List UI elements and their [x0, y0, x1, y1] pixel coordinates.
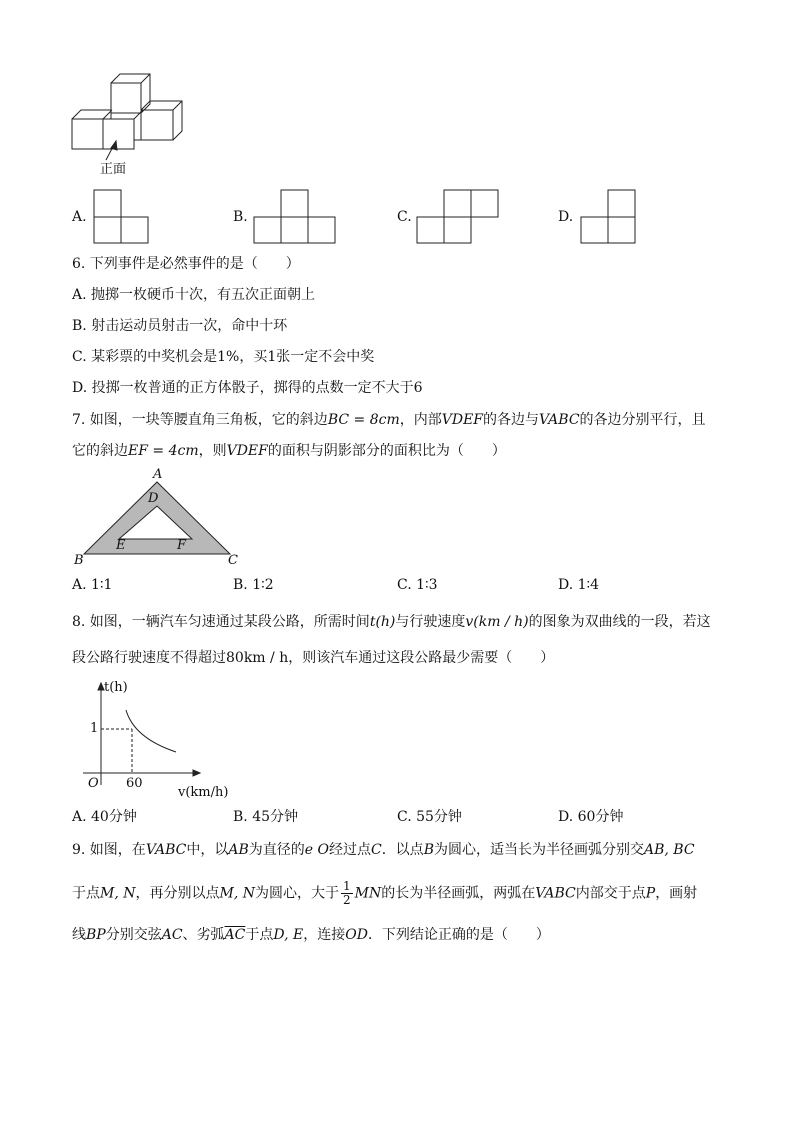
q7-label-d: D — [148, 491, 159, 506]
q8-tick-y: 1 — [90, 721, 99, 736]
q8-stem-line1: 8. 如图，一辆汽车匀速通过某段公路，所需时间t(h)与行驶速度v(km / h)的图象为双曲线的一段，若这 — [72, 614, 711, 630]
q8-y-axis-label: t(h) — [104, 680, 128, 695]
q5-option-d-label[interactable]: D. — [558, 209, 574, 225]
q8-stem-line2: 段公路行驶速度不得超过80km / h，则该汽车通过这段公路最少需要（ ） — [72, 650, 555, 666]
q8-tick-x: 60 — [126, 776, 143, 791]
q5-option-a-label[interactable]: A. — [72, 209, 87, 225]
q7-label-f: F — [177, 538, 187, 553]
q7-option-c[interactable]: C. 1∶3 — [397, 577, 438, 593]
q6-stem: 6. 下列事件是必然事件的是（ ） — [72, 256, 300, 272]
q9-line1: 9. 如图，在VABC中，以AB为直径的e O经过点C．以点B为圆心，适当长为半径画弧分别交AB, BC — [72, 842, 695, 858]
q8-origin: O — [88, 776, 99, 791]
q7-stem-line2: 它的斜边EF = 4cm，则VDEF的面积与阴影部分的面积比为（ ） — [72, 443, 506, 459]
q5-option-b-label[interactable]: B. — [233, 209, 248, 225]
q7-label-e: E — [116, 538, 126, 553]
q7-option-a[interactable]: A. 1∶1 — [72, 577, 113, 593]
front-label: 正面 — [100, 162, 127, 177]
q8-x-axis-label: v(km/h) — [178, 785, 229, 800]
q9-line3: 线BP分别交弦AC、劣弧$\overline{AC}$于点D, E，连接OD．下列结论正确的是（ ） — [72, 927, 550, 943]
q6-option-b[interactable]: B. 射击运动员射击一次，命中十环 — [72, 318, 288, 334]
q8-option-a[interactable]: A. 40分钟 — [72, 809, 137, 825]
q7-label-b: B — [74, 553, 84, 568]
q8-option-b[interactable]: B. 45分钟 — [233, 809, 299, 825]
q7-stem-line1: 7. 如图，一块等腰直角三角板，它的斜边BC = 8cm，内部VDEF的各边与VABC的各边分别平行，且 — [72, 412, 706, 428]
q6-option-d[interactable]: D. 投掷一枚普通的正方体骰子，掷得的点数一定不大于6 — [72, 380, 423, 396]
q8-option-c[interactable]: C. 55分钟 — [397, 809, 462, 825]
half-fraction: $\frac{1}{2}$ — [343, 879, 351, 907]
q7-option-b[interactable]: B. 1∶2 — [233, 577, 274, 593]
q7-label-c: C — [228, 553, 238, 568]
q7-label-a: A — [153, 467, 163, 482]
q6-option-a[interactable]: A. 抛掷一枚硬币十次，有五次正面朝上 — [72, 287, 316, 303]
q9-line2: 于点M, N，再分别以点M, N为圆心，大于 $\frac{1}{2}$ MN的长为半径画弧，两弧在VABC内部交于点P，画射 — [72, 879, 698, 907]
q6-option-c[interactable]: C. 某彩票的中奖机会是1%，买1张一定不会中奖 — [72, 349, 375, 365]
q5-option-c-label[interactable]: C. — [397, 209, 412, 225]
q8-option-d[interactable]: D. 60分钟 — [558, 809, 624, 825]
q7-option-d[interactable]: D. 1∶4 — [558, 577, 600, 593]
